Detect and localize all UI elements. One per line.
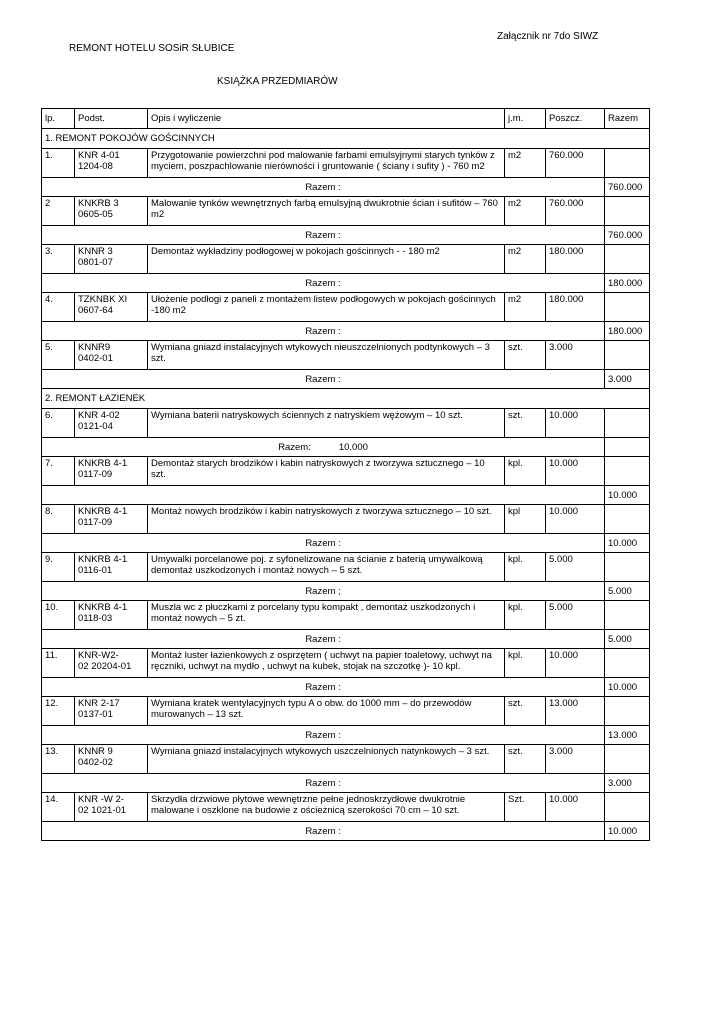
- item-poszcz: 760.000: [546, 197, 605, 226]
- sum-value: 5.000: [605, 582, 650, 601]
- sum-label: Razem :: [305, 729, 341, 741]
- sum-label-cell: [42, 822, 605, 841]
- sum-label-cell: [42, 486, 605, 505]
- podst-line: 02 20204-01: [78, 661, 132, 672]
- podst-line: KNR 2-17: [78, 698, 120, 709]
- item-opis: Przygotowanie powierzchni pod malowanie farbami emulsyjnymi starych tynków z myciem, poszpachlowanie nierówności i gruntowanie ( ściany i sufity ) - 760 m2: [148, 149, 505, 178]
- sum-row: [42, 486, 650, 505]
- section-title: 2. REMONT ŁAZIENEK: [42, 389, 650, 409]
- item-razem: [605, 457, 650, 486]
- table-row: [42, 697, 650, 726]
- podst-line: KNNR 3: [78, 246, 113, 257]
- table-header-row: [42, 109, 650, 129]
- sum-value: 760.000: [605, 226, 650, 245]
- item-podst: [75, 745, 148, 774]
- item-razem: [605, 293, 650, 322]
- item-poszcz: 180.000: [546, 245, 605, 274]
- item-podst: [75, 245, 148, 274]
- sum-row: [42, 226, 650, 245]
- sum-label: Razem :: [305, 181, 341, 193]
- sum-value: 13.000: [605, 726, 650, 745]
- attachment-label: Załącznik nr 7do SIWZ: [497, 31, 599, 42]
- header-podst: Podst.: [75, 109, 148, 129]
- item-lp: 9.: [42, 553, 75, 582]
- sum-label-cell: [42, 438, 605, 457]
- item-lp: 4.: [42, 293, 75, 322]
- table-row: [42, 293, 650, 322]
- table-row: [42, 505, 650, 534]
- table-row: [42, 553, 650, 582]
- item-razem: [605, 409, 650, 438]
- item-opis: Wymiana gniazd instalacyjnych wtykowych nieuszczelnionych podtynkowych – 3 szt.: [148, 341, 505, 370]
- sum-label-cell: [42, 678, 605, 697]
- item-poszcz: 10.000: [546, 457, 605, 486]
- sum-value: 760.000: [605, 178, 650, 197]
- item-podst: [75, 341, 148, 370]
- podst-line: 0605-05: [78, 209, 113, 220]
- item-jm: m2: [505, 149, 546, 178]
- table-row: [42, 457, 650, 486]
- item-poszcz: 10.000: [546, 505, 605, 534]
- item-podst: [75, 505, 148, 534]
- item-podst: [75, 649, 148, 678]
- sum-row: [42, 534, 650, 553]
- sum-label-cell: [42, 774, 605, 793]
- item-poszcz: 10.000: [546, 793, 605, 822]
- sum-value: 180.000: [605, 274, 650, 293]
- item-podst: [75, 409, 148, 438]
- header-lp: lp.: [42, 109, 75, 129]
- table-row: [42, 149, 650, 178]
- header-opis: Opis i wyliczenie: [148, 109, 505, 129]
- item-podst: [75, 197, 148, 226]
- item-podst: [75, 149, 148, 178]
- item-lp: 1.: [42, 149, 75, 178]
- item-podst: [75, 793, 148, 822]
- podst-line: 0607-64: [78, 305, 113, 316]
- sum-value: 10.000: [605, 486, 650, 505]
- item-razem: [605, 245, 650, 274]
- podst-line: KNR 4-02: [78, 410, 120, 421]
- item-opis: Skrzydła drzwiowe płytowe wewnętrzne pełne jednoskrzydłowe dwukrotnie malowane i oszklone na budowie z ościeżnicą szerokości 70 cm – 10 szt.: [148, 793, 505, 822]
- item-jm: m2: [505, 293, 546, 322]
- table-row: [42, 649, 650, 678]
- header-razem: Razem: [605, 109, 650, 129]
- item-jm: kpl.: [505, 649, 546, 678]
- sum-label: Razem :: [305, 633, 341, 645]
- item-lp: 8.: [42, 505, 75, 534]
- item-opis: Montaż nowych brodzików i kabin natryskowych z tworzywa sztucznego – 10 szt.: [148, 505, 505, 534]
- podst-line: KNKRB 3: [78, 198, 119, 209]
- item-razem: [605, 553, 650, 582]
- podst-line: 0801-07: [78, 257, 113, 268]
- sum-label-cell: [42, 534, 605, 553]
- sum-label: Razem ;: [305, 585, 341, 597]
- item-lp: 5.: [42, 341, 75, 370]
- sum-value: 3.000: [605, 370, 650, 389]
- item-jm: szt.: [505, 409, 546, 438]
- item-podst: [75, 457, 148, 486]
- sum-row: [42, 178, 650, 197]
- estimate-table: [41, 108, 650, 841]
- item-jm: szt.: [505, 745, 546, 774]
- item-jm: m2: [505, 197, 546, 226]
- item-razem: [605, 149, 650, 178]
- item-poszcz: 3.000: [546, 745, 605, 774]
- item-lp: 6.: [42, 409, 75, 438]
- item-jm: m2: [505, 245, 546, 274]
- sum-row: [42, 774, 650, 793]
- sum-label-cell: [42, 226, 605, 245]
- sum-value: 180.000: [605, 322, 650, 341]
- item-lp: 13.: [42, 745, 75, 774]
- item-jm: Szt.: [505, 793, 546, 822]
- sum-label-cell: [42, 370, 605, 389]
- item-jm: kpl.: [505, 601, 546, 630]
- item-jm: kpl.: [505, 553, 546, 582]
- item-podst: [75, 553, 148, 582]
- table-row: [42, 409, 650, 438]
- item-opis: Wymiana baterii natryskowych ściennych z natryskiem wężowym – 10 szt.: [148, 409, 505, 438]
- item-lp: 7.: [42, 457, 75, 486]
- sum-value: 10.000: [605, 678, 650, 697]
- item-razem: [605, 649, 650, 678]
- sum-label-cell: [42, 582, 605, 601]
- item-jm: szt.: [505, 697, 546, 726]
- item-razem: [605, 745, 650, 774]
- document-title: KSIĄŻKA PRZEDMIARÓW: [217, 76, 338, 87]
- podst-line: 02 1021-01: [78, 805, 127, 816]
- table-row: [42, 745, 650, 774]
- item-poszcz: 10.000: [546, 649, 605, 678]
- table-row: [42, 197, 650, 226]
- item-opis: Wymiana gniazd instalacyjnych wtykowych uszczelnionych natynkowych – 3 szt.: [148, 745, 505, 774]
- sum-label: Razem :: [305, 325, 341, 337]
- item-razem: [605, 197, 650, 226]
- podst-line: KNKRB 4-1: [78, 554, 128, 565]
- podst-line: 0117-09: [78, 517, 113, 528]
- item-lp: 10.: [42, 601, 75, 630]
- table-row: [42, 793, 650, 822]
- sum-label: Razem :: [305, 777, 341, 789]
- podst-line: KNR -W 2-: [78, 794, 124, 805]
- podst-line: KNKRB 4-1: [78, 506, 128, 517]
- item-lp: 2: [42, 197, 75, 226]
- item-lp: 14.: [42, 793, 75, 822]
- table-row: [42, 245, 650, 274]
- item-podst: [75, 293, 148, 322]
- header-jm: j.m.: [505, 109, 546, 129]
- podst-line: 0402-02: [78, 757, 113, 768]
- item-podst: [75, 697, 148, 726]
- item-opis: Umywalki porcelanowe poj. z syfonelizowane na ścianie z baterią umywalkową demontaż uszkodzonych i montaż nowych – 5 szt.: [148, 553, 505, 582]
- podst-line: 0137-01: [78, 709, 113, 720]
- sum-label: Razem :: [305, 373, 341, 385]
- sum-label: Razem :: [305, 537, 341, 549]
- item-poszcz: 180.000: [546, 293, 605, 322]
- item-jm: kpl.: [505, 457, 546, 486]
- sum-label: Razem :: [305, 277, 341, 289]
- item-poszcz: 760.000: [546, 149, 605, 178]
- section-row: [42, 129, 650, 149]
- item-razem: [605, 505, 650, 534]
- item-poszcz: 10.000: [546, 409, 605, 438]
- item-opis: Malowanie tynków wewnętrznych farbą emulsyjną dwukrotnie ścian i sufitów – 760 m2: [148, 197, 505, 226]
- sum-value: 10.000: [605, 534, 650, 553]
- item-poszcz: 5.000: [546, 553, 605, 582]
- sum-inline-value: 10.000: [338, 441, 368, 453]
- sum-row: [42, 822, 650, 841]
- sum-row: [42, 322, 650, 341]
- item-razem: [605, 601, 650, 630]
- podst-line: 0402-01: [78, 353, 113, 364]
- item-jm: kpl: [505, 505, 546, 534]
- sum-row: [42, 630, 650, 649]
- item-podst: [75, 601, 148, 630]
- sum-value: 5.000: [605, 630, 650, 649]
- item-poszcz: 3.000: [546, 341, 605, 370]
- podst-line: KNR 4-01: [78, 150, 120, 161]
- estimate-table-body: [42, 109, 650, 841]
- item-poszcz: 5.000: [546, 601, 605, 630]
- item-poszcz: 13.000: [546, 697, 605, 726]
- item-razem: [605, 793, 650, 822]
- sum-label: Razem :: [305, 229, 341, 241]
- podst-line: 0121-04: [78, 421, 113, 432]
- podst-line: KNKRB 4-1: [78, 458, 128, 469]
- item-jm: szt.: [505, 341, 546, 370]
- sum-label-cell: [42, 274, 605, 293]
- sum-value: [605, 438, 650, 457]
- project-title: REMONT HOTELU SOSiR SŁUBICE: [69, 43, 235, 54]
- sum-label: Razem:: [278, 441, 311, 453]
- section-row: [42, 389, 650, 409]
- podst-line: 1204-08: [78, 161, 113, 172]
- sum-row: [42, 726, 650, 745]
- sum-label: Razem :: [305, 825, 341, 837]
- sum-row: [42, 274, 650, 293]
- item-opis: Demontaż wykładziny podłogowej w pokojach gościnnych - - 180 m2: [148, 245, 505, 274]
- item-lp: 11.: [42, 649, 75, 678]
- item-opis: Ułożenie podłogi z paneli z montażem listew podłogowych w pokojach gościnnych -180 m2: [148, 293, 505, 322]
- podst-line: TZKNBK XI: [78, 294, 128, 305]
- sum-row: [42, 582, 650, 601]
- sum-label-cell: [42, 726, 605, 745]
- sum-label-cell: [42, 322, 605, 341]
- sum-label: Razem :: [305, 681, 341, 693]
- item-opis: Montaż luster łazienkowych z osprzętem ( uchwyt na papier toaletowy, uchwyt na ręczniki, uchwyt na mydło , uchwyt na kubek, stojak na szczotkę )- 10 kpl.: [148, 649, 505, 678]
- item-opis: Muszla wc z płuczkami z porcelany typu kompakt , demontaż uszkodzonych i montaż nowych – 5 zt.: [148, 601, 505, 630]
- table-row: [42, 341, 650, 370]
- sum-value: 3.000: [605, 774, 650, 793]
- sum-row: [42, 438, 650, 457]
- item-lp: 3.: [42, 245, 75, 274]
- sum-row: [42, 678, 650, 697]
- podst-line: 0118-03: [78, 613, 113, 624]
- item-opis: Wymiana kratek wentylacyjnych typu A o obw. do 1000 mm – do przewodów murowanych – 13 szt.: [148, 697, 505, 726]
- section-title: 1. REMONT POKOJÓW GOŚCINNYCH: [42, 129, 650, 149]
- header-poszcz: Poszcz.: [546, 109, 605, 129]
- item-razem: [605, 697, 650, 726]
- sum-label-cell: [42, 630, 605, 649]
- podst-line: KNNR9: [78, 342, 111, 353]
- table-row: [42, 601, 650, 630]
- sum-row: [42, 370, 650, 389]
- item-lp: 12.: [42, 697, 75, 726]
- podst-line: KNKRB 4-1: [78, 602, 128, 613]
- podst-line: 0117-09: [78, 469, 113, 480]
- item-opis: Demontaż starych brodzików i kabin natryskowych z tworzywa sztucznego – 10 szt.: [148, 457, 505, 486]
- item-razem: [605, 341, 650, 370]
- sum-label-cell: [42, 178, 605, 197]
- sum-value: 10.000: [605, 822, 650, 841]
- podst-line: KNR-W2-: [78, 650, 119, 661]
- podst-line: 0116-01: [78, 565, 113, 576]
- podst-line: KNNR 9: [78, 746, 113, 757]
